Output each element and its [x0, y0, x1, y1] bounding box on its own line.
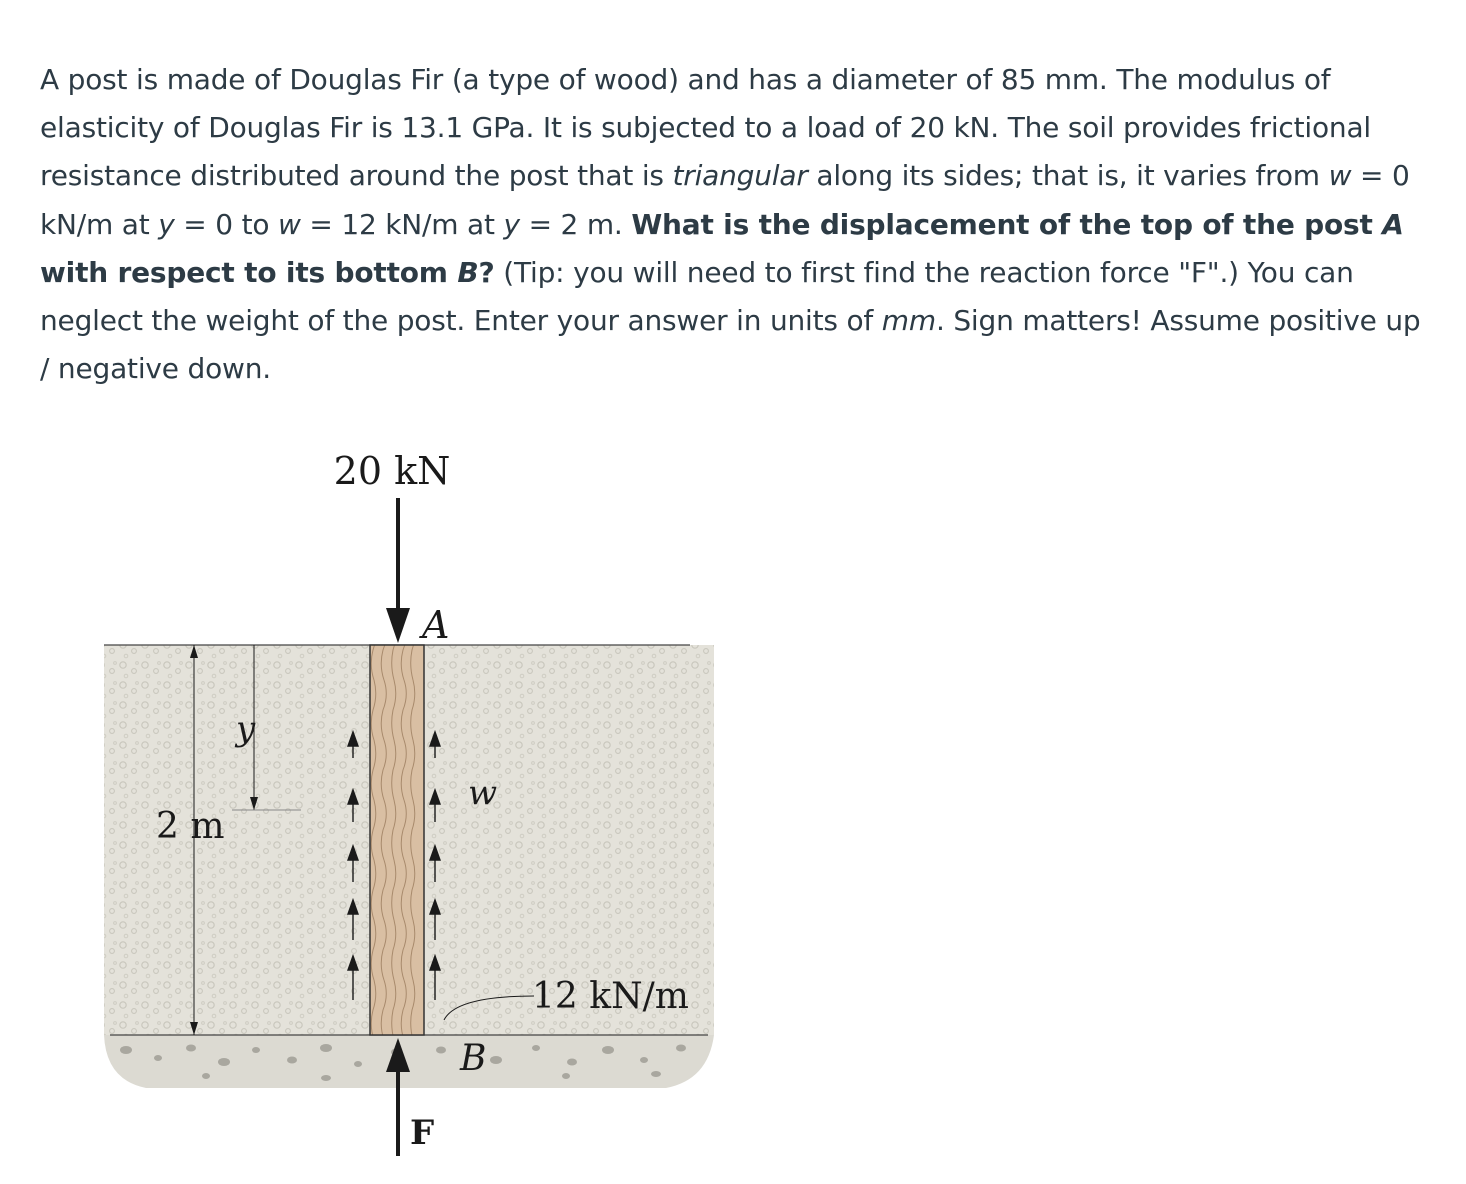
emphasis-triangular: triangular — [672, 159, 808, 193]
units-mm: mm — [881, 304, 936, 338]
reaction-label: F — [410, 1113, 435, 1153]
var-y: y — [158, 207, 175, 241]
var-w: w — [1328, 159, 1352, 193]
point-b-label: B — [460, 1038, 487, 1079]
problem-text: = 12 kN/m at — [300, 207, 504, 241]
problem-text: = 0 kN/m at — [40, 159, 1410, 241]
problem-text: (Tip: you will need to first find the reaction force "F".) You can neglect the weight of the post. Enter your answer in units of — [40, 255, 1354, 338]
problem-text: along its sides; that is, it varies from — [807, 159, 1329, 193]
y-label: y — [236, 709, 256, 749]
question-text: with respect to its bottom — [40, 255, 458, 289]
problem-text: = 2 m. — [519, 207, 632, 241]
problem-text: . Sign matters! Assume positive up / negative down. — [40, 304, 1421, 386]
length-label: 2 m — [156, 806, 225, 847]
var-w: w — [277, 207, 301, 241]
post-diagram — [96, 440, 736, 1180]
question-text: What is the displacement of the top of the post — [631, 207, 1383, 241]
gravel-base — [104, 1035, 714, 1088]
var-A: A — [1382, 207, 1404, 241]
load-arrow-head-icon — [386, 608, 410, 643]
load-label: 20 kN — [333, 449, 451, 493]
problem-text: A post is made of Douglas Fir (a type of wood) and has a diameter of 85 mm. The modulus of elasticity of Douglas Fir is 13.1 GPa. It is subjected to a load of 20 kN. The soil provides frictional resistance distributed around the post that is — [40, 63, 1372, 193]
question-text: ? — [478, 255, 495, 289]
problem-statement — [40, 56, 1430, 393]
post-figure — [96, 440, 736, 1180]
point-a-label: A — [422, 603, 450, 647]
var-B: B — [457, 255, 479, 289]
wood-post — [370, 645, 424, 1035]
w-label: w — [468, 773, 498, 813]
var-y: y — [503, 207, 520, 241]
problem-text: = 0 to — [174, 207, 278, 241]
max-load-label: 12 kN/m — [532, 976, 689, 1017]
